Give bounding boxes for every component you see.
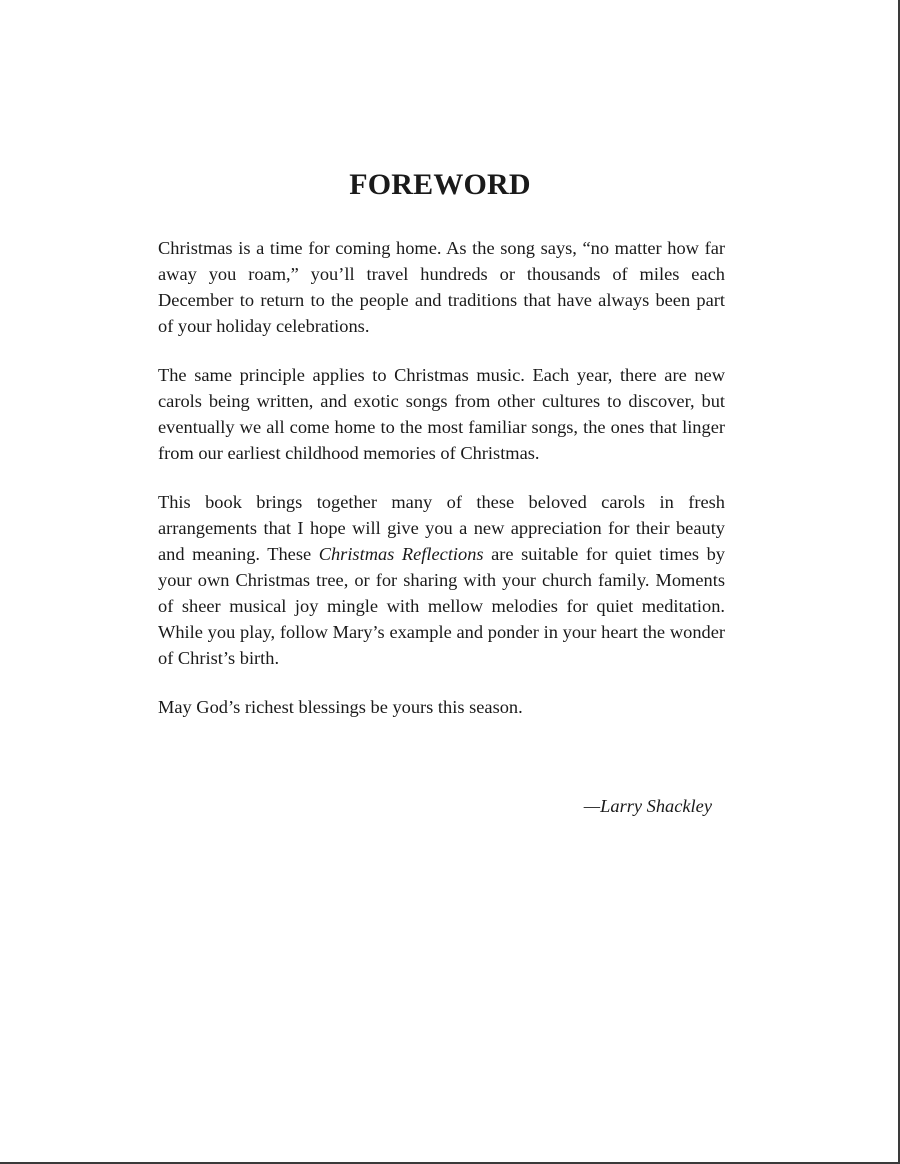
author-signature: —Larry Shackley	[583, 796, 712, 816]
page-title: FOREWORD	[349, 168, 531, 201]
paragraph-3-after: are suitable for quiet times by your own Christmas tree, or for sharing with your church family. Moments of sheer musical joy mingle with mellow melodies for quiet meditation. While you play, follow Mary’s example and ponder in your heart the wonder of Christ’s birth.	[158, 544, 725, 668]
paragraph-3	[158, 489, 725, 671]
paragraph-4: May God’s richest blessings be yours this season.	[158, 697, 523, 717]
paragraph-2: The same principle applies to Christmas music. Each year, there are new carols being written, and exotic songs from other cultures to discover, but eventually we all come home to the most familiar songs, the ones that linger from our earliest childhood memories of Christmas.	[158, 365, 725, 463]
foreword-body	[158, 235, 725, 743]
book-title-italic: Christmas Reflections	[318, 544, 484, 564]
paragraph-3-before: This book brings together many of these beloved carols in fresh arrangements that I hope will give you a new appreciation for their beauty and meaning. These	[158, 492, 725, 564]
paragraph-1: Christmas is a time for coming home. As the song says, “no matter how far away you roam,” you’ll travel hundreds or thousands of miles each December to return to the people and traditions that have always been part of your holiday celebrations.	[158, 238, 725, 336]
